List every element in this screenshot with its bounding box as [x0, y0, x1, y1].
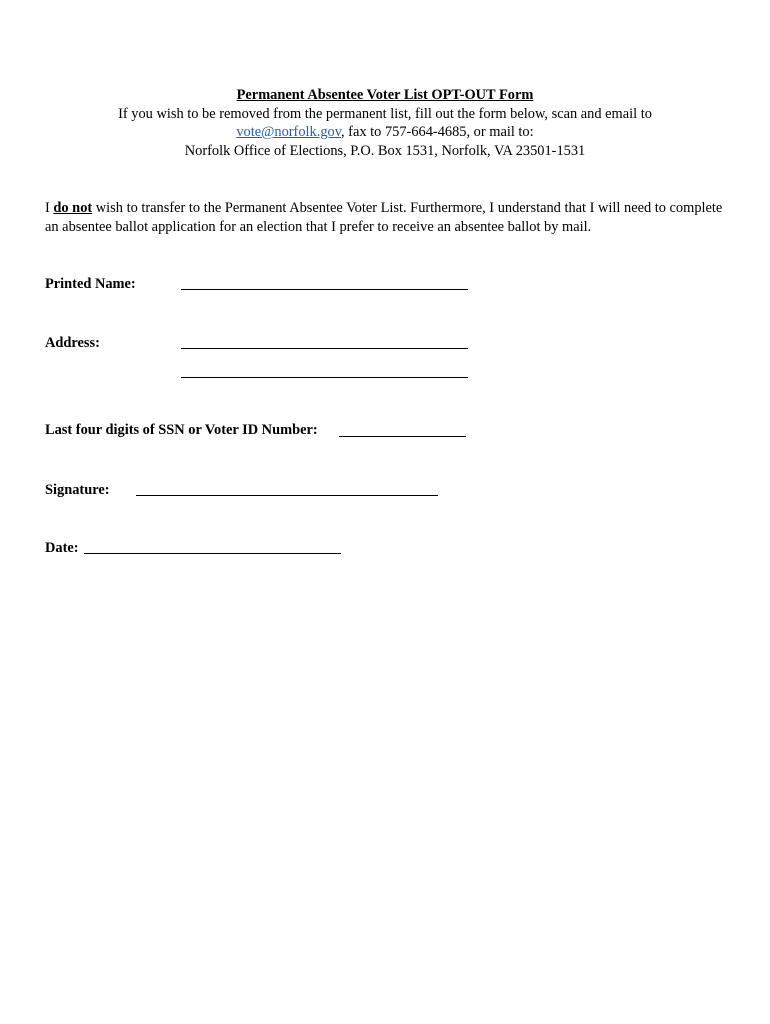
ssn-label: Last four digits of SSN or Voter ID Number:	[45, 422, 318, 438]
signature-label: Signature:	[45, 482, 110, 498]
form-title: Permanent Absentee Voter List OPT-OUT Form	[236, 87, 534, 103]
statement-emphasis: do not	[53, 200, 93, 216]
email-link[interactable]: vote@norfolk.gov	[236, 124, 341, 140]
ssn-field[interactable]	[339, 436, 466, 437]
address-label: Address:	[45, 335, 100, 351]
date-label: Date:	[45, 540, 79, 556]
opt-out-statement	[45, 199, 725, 236]
address-field-line-1[interactable]	[181, 348, 468, 349]
contact-text: , fax to 757-664-4685, or mail to:	[340, 124, 534, 140]
statement-prefix: I	[45, 200, 54, 216]
signature-field[interactable]	[136, 495, 438, 496]
instructions	[0, 105, 770, 124]
date-field[interactable]	[84, 553, 341, 554]
mailing-address: Norfolk Office of Elections, P.O. Box 1531, Norfolk, VA 23501-1531	[184, 142, 586, 159]
instructions-text: If you wish to be removed from the permanent list, fill out the form below, scan and email to	[118, 105, 652, 122]
printed-name-label: Printed Name:	[45, 276, 136, 292]
statement-text: wish to transfer to the Permanent Absentee Voter List. Furthermore, I understand that I will need to complete an absentee ballot application for an election that I prefer to receive an absentee ballot by mail.	[45, 200, 723, 235]
address-field-line-2[interactable]	[181, 377, 468, 378]
contact-line	[0, 123, 770, 142]
printed-name-field[interactable]	[181, 289, 468, 290]
form-header	[0, 86, 770, 160]
